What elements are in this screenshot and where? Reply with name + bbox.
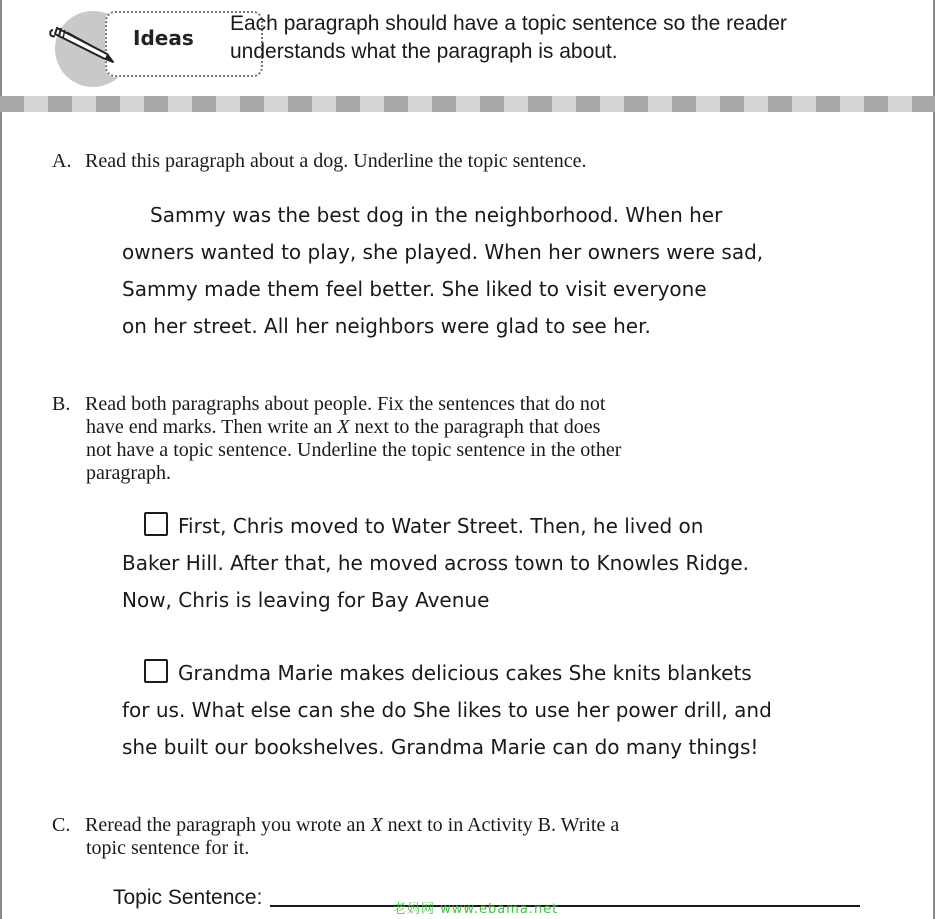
paragraph-line: for us. What else can she do She likes to use her power drill, and: [122, 698, 772, 722]
paragraph-line: First, Chris moved to Water Street. Then, he lived on: [178, 514, 704, 538]
section-a-letter: A.: [52, 150, 72, 172]
section-b-paragraph-2: [122, 655, 782, 766]
paragraph-1-checkbox[interactable]: [144, 512, 168, 536]
topic-sentence-label: Topic Sentence:: [113, 886, 263, 909]
instruction-line: have end marks. Then write an X next to the paragraph that does: [86, 416, 601, 438]
instruction-line: topic sentence for it.: [86, 837, 250, 859]
section-b-instruction: [85, 393, 725, 485]
instruction-line: not have a topic sentence. Underline the topic sentence in the other: [86, 439, 622, 461]
page-border-left: [0, 0, 2, 919]
paragraph-line: Baker Hill. After that, he moved across town to Knowles Ridge.: [122, 551, 750, 575]
paragraph-2-checkbox[interactable]: [144, 659, 168, 683]
paragraph-line: she built our bookshelves. Grandma Marie can do many things!: [122, 735, 759, 759]
divider-stripe: [0, 96, 935, 112]
header-tip-line2: understands what the paragraph is about.: [230, 40, 618, 63]
pencil-icon: [47, 16, 127, 66]
paragraph-line: Now, Chris is leaving for Bay Avenue: [122, 588, 490, 612]
paragraph-line: Grandma Marie makes delicious cakes She knits blankets: [178, 661, 752, 685]
instruction-line: Reread the paragraph you wrote an X next to in Activity B. Write a: [85, 814, 620, 836]
paragraph-line: on her street. All her neighbors were glad to see her.: [122, 314, 651, 338]
section-c-letter: C.: [52, 814, 71, 836]
paragraph-line: Sammy made them feel better. She liked to visit everyone: [122, 277, 707, 301]
badge-label: Ideas: [133, 26, 194, 50]
header-tip-line1: Each paragraph should have a topic sentence so the reader: [230, 12, 787, 35]
section-b-paragraph-1: [122, 508, 782, 619]
topic-sentence-answer-line[interactable]: [270, 905, 860, 907]
section-a-instruction: Read this paragraph about a dog. Underline the topic sentence.: [85, 150, 587, 172]
header-tip: [230, 10, 850, 66]
instruction-line: Read both paragraphs about people. Fix the sentences that do not: [85, 393, 606, 415]
watermark: 老妈网 www.ebama.net: [393, 902, 559, 917]
paragraph-line: Sammy was the best dog in the neighborhood. When her: [150, 203, 723, 227]
paragraph-line: owners wanted to play, she played. When her owners were sad,: [122, 240, 764, 264]
section-a-paragraph: [122, 197, 782, 345]
ideas-badge: [55, 8, 215, 78]
section-b-letter: B.: [52, 393, 71, 415]
section-c-instruction: [85, 814, 725, 860]
instruction-line: paragraph.: [86, 462, 171, 484]
